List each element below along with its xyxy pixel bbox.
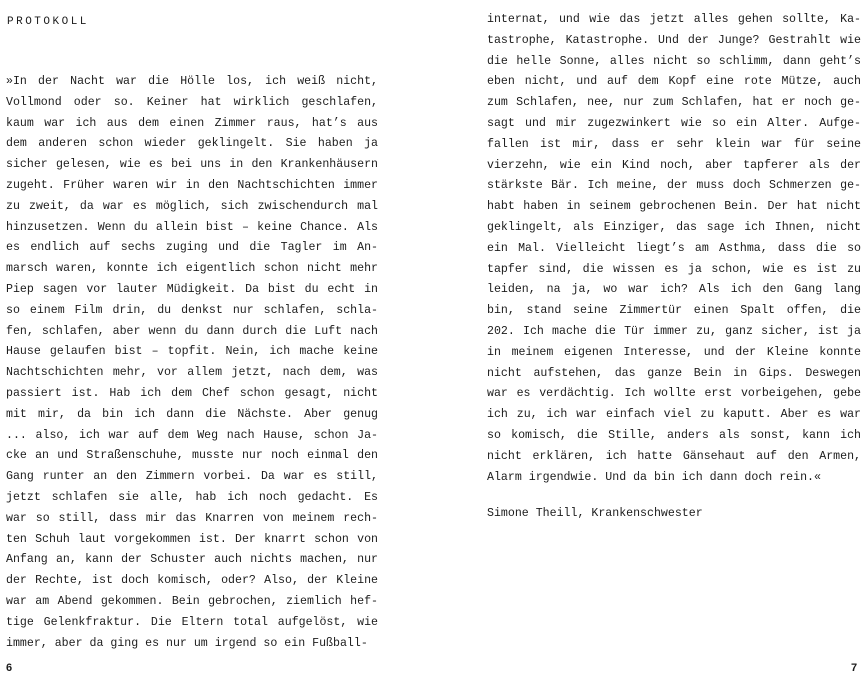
text-line: in meinem eigenen Interesse, und der Kleine konnte [487, 345, 861, 359]
text-line: 202. Ich mache die Tür immer zu, ganz sicher, ist ja [487, 324, 861, 338]
text-line: tapfer sind, die wissen es ja schon, wie es ist zu [487, 262, 861, 276]
text-line: dem anderen schon wieder geklingelt. Sie haben ja [6, 137, 378, 151]
text-line: ... also, ich war auf dem Weg nach Hause, schon Ja- [6, 428, 378, 442]
text-line: so einem Film drin, du denkst nur schlafen, schla- [6, 303, 378, 317]
text-line: habt haben in seinem gebrochenen Bein. Der hat nicht [487, 200, 861, 214]
text-line: so komisch, die Stille, anders als sonst, kann ich [487, 428, 861, 442]
text-line: Hause gelaufen bist – topfit. Nein, ich mache keine [6, 345, 378, 359]
signature: Simone Theill, Krankenschwester [487, 507, 703, 520]
text-line: zu zweit, da war es möglich, sich zwischendurch mal [6, 199, 378, 213]
text-line: die helle Sonne, alles nicht so schlimm, dann geht’s [487, 54, 861, 68]
text-line: nicht aufstehen, das ganze Bein in Gips. Deswegen [487, 366, 861, 380]
text-line: sagt und mir zugezwinkert wie so ein Alter. Aufge- [487, 116, 861, 130]
text-line: fen, schlafen, aber wenn du dann durch die Luft nach [6, 324, 378, 338]
text-line: cke an und Straßenschuhe, musste nur noch einmal den [6, 449, 378, 463]
text-line: tige Gelenkfraktur. Die Eltern total aufgelöst, wie [6, 615, 378, 629]
text-line: internat, und wie das jetzt alles gehen sollte, Ka- [487, 13, 861, 26]
text-line: es endlich auf sechs zuging und die Tagler im An- [6, 241, 378, 255]
text-line: passiert ist. Hab ich dem Chef schon gesagt, nicht [6, 386, 378, 400]
text-line: war es verdächtig. Ich wollte erst vorbeigehen, gebe [487, 387, 861, 401]
text-line: zum Schlafen, nee, nur zum Schlafen, hat er noch ge- [487, 96, 861, 110]
right-page [432, 0, 864, 691]
page-number-left: 6 [6, 662, 13, 674]
text-line: kaum war ich aus dem einen Zimmer raus, hat’s aus [6, 116, 378, 130]
text-line: hinzusetzen. Wenn du allein bist – keine Chance. Als [6, 220, 378, 234]
text-line: Vollmond oder so. Keiner hat wirklich geschlafen, [6, 95, 378, 109]
right-text-column [487, 10, 861, 488]
text-line: jetzt schlafen sie alle, hab ich noch gedacht. Es [6, 490, 378, 504]
text-line: marsch waren, konnte ich eigentlich schon nicht mehr [6, 262, 378, 276]
text-line: mit mir, da bin ich dann die Nächste. Aber genug [6, 407, 378, 421]
text-line: Gang runter an den Zimmern vorbei. Da war es still, [6, 470, 378, 484]
text-line: sicher gelesen, wie es bei uns in den Krankenhäusern [6, 158, 378, 172]
text-line: ich zu, ich war einfach viel zu kaputt. Aber es war [487, 408, 861, 422]
text-line: der Rechte, ist doch komisch, oder? Also, der Kleine [6, 574, 378, 588]
text-line: nicht erklären, ich hatte Gänsehaut auf den Armen, [487, 449, 861, 463]
section-header: PROTOKOLL [7, 16, 89, 28]
text-line: tastrophe, Katastrophe. Und der Junge? Gestrahlt wie [487, 33, 861, 47]
text-line: stärkste Bär. Ich meine, der muss doch Schmerzen ge- [487, 179, 861, 193]
text-line: bin, stand seine Zimmertür einen Spalt offen, die [487, 304, 861, 318]
text-line: ten Schuh laut vorgekommen ist. Der knarrt schon von [6, 532, 378, 546]
text-line: Nachtschichten mehr, vor allem jetzt, nach dem, was [6, 366, 378, 380]
text-line: Anfang an, kann der Schuster auch nichts machen, nur [6, 553, 378, 567]
text-line: Alarm irgendwie. Und da bin ich dann doch rein.« [487, 470, 821, 484]
text-line: zugeht. Früher waren wir in den Nachtschichten immer [6, 178, 378, 192]
text-line: war am Abend gekommen. Bein gebrochen, ziemlich hef- [6, 594, 378, 608]
left-text-column [6, 72, 378, 654]
text-line: immer, aber da ging es nur um irgend so ein Fußball- [6, 636, 368, 650]
text-line: eben nicht, und auf dem Kopf eine rote Mütze, auch [487, 75, 861, 89]
text-line: Piep sagen vor lauter Müdigkeit. Da bist du echt in [6, 282, 378, 296]
text-line: war so still, dass mir das Knarren von meinem rech- [6, 511, 378, 525]
text-line: leiden, na ja, wo war ich? Als ich den Gang lang [487, 283, 861, 297]
text-line: »In der Nacht war die Hölle los, ich weiß nicht, [6, 75, 378, 88]
text-line: vierzehn, wie ein Kind noch, aber tapferer als der [487, 158, 861, 172]
text-line: ein Mal. Vielleicht liegt’s am Asthma, dass die so [487, 241, 861, 255]
text-line: fallen ist mir, dass er sehr klein war für seine [487, 137, 861, 151]
text-line: geklingelt, als Einziger, das sage ich Ihnen, nicht [487, 220, 861, 234]
page-number-right: 7 [851, 662, 858, 674]
